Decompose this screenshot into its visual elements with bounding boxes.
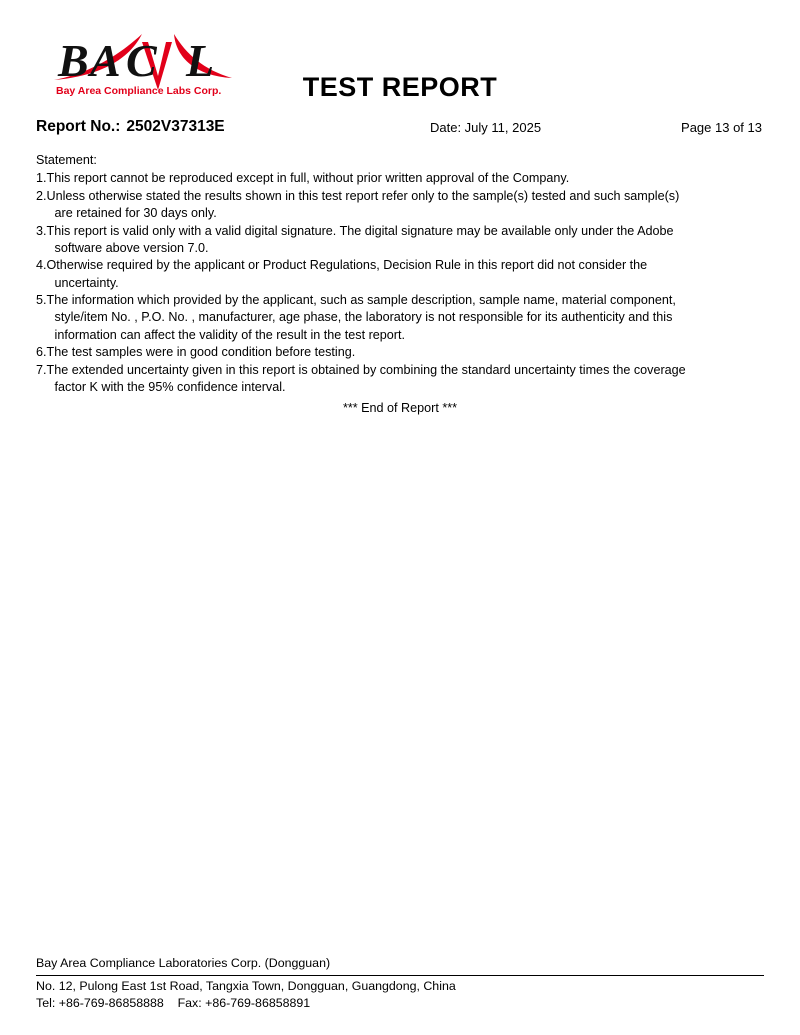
statement-item-text [47,362,764,397]
footer-address: No. 12, Pulong East 1st Road, Tangxia Town, Dongguan, Guangdong, China [36,978,456,993]
statement-line: factor K with the 95% confidence interval. [54,379,286,394]
report-date: Date: July 11, 2025 [430,120,542,135]
statement-item-text [47,188,764,223]
statement-item-number: 1. [36,171,47,186]
statement-line: are retained for 30 days only. [54,206,217,221]
report-meta-row [36,118,764,144]
statement-item [36,170,764,187]
statement-line: The extended uncertainty given in this report is obtained by combining the standard uncertainty times the coverage [46,362,686,377]
statement-item [36,257,764,292]
statement-block [36,152,764,418]
page-header [36,22,764,114]
statement-line: The test samples were in good condition before testing. [46,345,356,360]
svg-text:L: L [186,35,215,86]
statement-line: style/item No. , P.O. No. , manufacturer, age phase, the laboratory is not responsible for its authenticity and this [54,310,673,325]
svg-text:A: A [90,35,121,86]
svg-text:B: B [58,35,89,86]
report-number-value: 2502V37313E [126,118,225,135]
footer-contact: Tel: +86-769-86858888 Fax: +86-769-86858891 [36,996,311,1011]
statement-line: This report is valid only with a valid digital signature. The digital signature may be available only under the Adobe [46,223,674,238]
page-number: Page 13 of 13 [681,120,762,135]
statement-line: The information which provided by the applicant, such as sample description, sample name, material component, [46,293,676,307]
end-of-report: *** End of Report *** [342,401,458,416]
page-content [36,22,764,418]
statement-line: information can affect the validity of the result in the test report. [54,327,405,342]
statement-item-number: 6. [36,345,47,360]
footer-divider [36,975,764,976]
statement-item [36,188,764,223]
statement-title: Statement: [36,153,97,167]
logo-tagline: Bay Area Compliance Labs Corp. [56,85,222,97]
statement-item [36,344,764,361]
statement-line: Unless otherwise stated the results shown in this test report refer only to the sample(s) tested and such sample(s) [46,188,680,203]
statement-item-text [47,344,764,361]
report-number-label: Report No.: [36,118,121,135]
statement-item-text [47,170,764,187]
statement-item-number: 3. [36,223,47,238]
statement-item-number: 2. [36,188,47,203]
statement-line: Otherwise required by the applicant or Product Regulations, Decision Rule in this report did not consider the [46,258,648,273]
statement-item [36,223,764,258]
statement-item-text [47,292,764,344]
page-footer [36,955,764,1013]
statement-item-text [47,257,764,292]
statement-line: uncertainty. [54,275,119,290]
statement-item-text [47,223,764,258]
report-number [36,118,225,136]
statement-line: This report cannot be reproduced except in full, without prior written approval of the Company. [46,171,570,186]
statement-item-number: 4. [36,258,47,273]
statement-item-number: 5. [36,293,47,307]
statement-line: software above version 7.0. [54,240,209,255]
statement-item-number: 7. [36,362,47,377]
page-title: TEST REPORT [302,72,498,102]
statement-item [36,362,764,397]
footer-company: Bay Area Compliance Laboratories Corp. (Dongguan) [36,956,331,971]
statement-item [36,292,764,344]
svg-text:C: C [126,35,157,86]
